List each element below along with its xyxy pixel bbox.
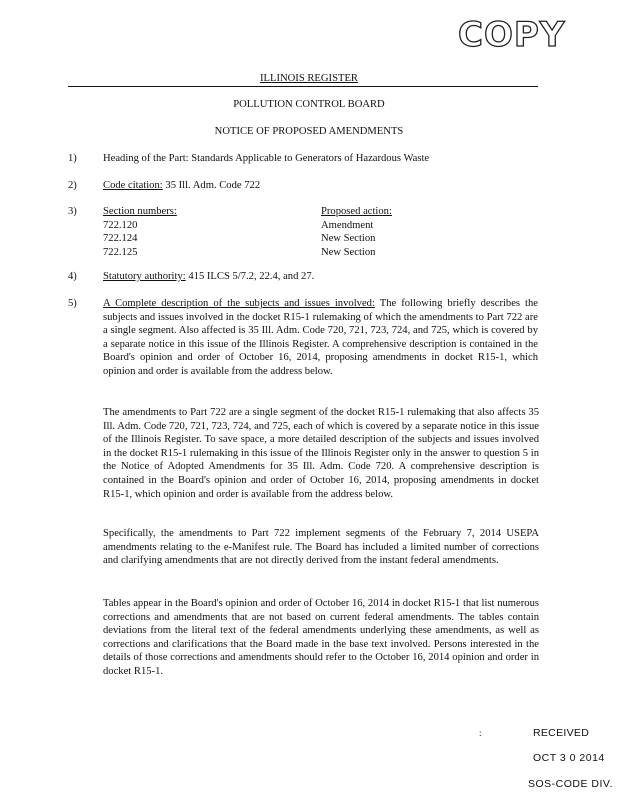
- received-office: SOS-CODE DIV.: [528, 778, 613, 790]
- item-text: Standards Applicable to Generators of Hazardous Waste: [191, 153, 430, 164]
- item-label: Statutory authority:: [103, 271, 186, 282]
- body-paragraph: Tables appear in the Board's opinion and order of October 16, 2014 in docket R15-1 that list numerous corrections and amendments that are not based on current federal amendments. The tables contain deviations from the literal text of the federal amendments underlying these amendments, as well as corrections and clarifications that the Board made in the base text involved. Persons interested in the details of those corrections and amendments should refer to the October 16, 2014 opinion and order in docket R15-1.: [103, 598, 539, 677]
- proposed-action: New Section: [321, 246, 376, 258]
- item-number: 1): [68, 153, 77, 164]
- item-text: 35 Ill. Adm. Code 722: [165, 180, 261, 191]
- item-text: The following briefly describes the subjects and issues involved in the docket R15-1 rulemaking of which the amendments to Part 722 are a single segment. Also affected is 35 Ill. Adm. Code 720, 721, 723, 724, and 725, which is covered by a separate notice in this issue of the Illinois Register. A comprehensive description is contained in the Board's opinion and order of October 16, 2014, proposing amendments in docket R15-1, which opinion and order is available from the address below.: [103, 298, 538, 377]
- board-title: POLLUTION CONTROL BOARD: [233, 99, 385, 110]
- notice-title: NOTICE OF PROPOSED AMENDMENTS: [214, 126, 404, 137]
- proposed-action: New Section: [321, 233, 376, 245]
- register-title: ILLINOIS REGISTER: [260, 73, 358, 84]
- item-label: A Complete description of the subjects and issues involved:: [103, 298, 375, 309]
- received-stamp: RECEIVED: [533, 727, 590, 739]
- section-number: 722.125: [103, 246, 138, 258]
- section-number: 722.124: [103, 233, 138, 245]
- header-rule: [68, 86, 538, 87]
- copy-stamp: COPY: [458, 15, 566, 55]
- body-paragraph: The amendments to Part 722 are a single segment of the docket R15-1 rulemaking that also affects 35 Ill. Adm. Code 720, 721, 723, 724, and 725, each of which is covered by a separate notice in this issue of the Illinois Register. To save space, a more detailed description of the subjects and issues involved in the docket R15-1 rulemaking in this issue of the Illinois Register only in the answer to question 5 in the Notice of Adopted Amendments for 35 Ill. Adm. Code 720. A comprehensive description is contained in the Board's opinion and order of October 16, 2014, proposing amendments in docket R15-1, which opinion and order is available from the address below.: [103, 407, 539, 500]
- item-number: 4): [68, 271, 77, 282]
- item-label: Heading of the Part:: [103, 153, 189, 164]
- received-date: OCT 3 0 2014: [533, 752, 605, 764]
- item-number: 2): [68, 180, 77, 191]
- item-number: 5): [68, 298, 77, 309]
- section-number: 722.120: [103, 219, 138, 231]
- item-label: Code citation:: [103, 180, 163, 191]
- stamp-mark: :: [479, 728, 482, 738]
- item-text: 415 ILCS 5/7.2, 22.4, and 27.: [188, 271, 315, 282]
- item-number: 3): [68, 206, 77, 217]
- proposed-action-header: Proposed action:: [321, 206, 392, 217]
- section-numbers-header: Section numbers:: [103, 206, 177, 217]
- proposed-action: Amendment: [321, 219, 374, 231]
- body-paragraph: Specifically, the amendments to Part 722 implement segments of the February 7, 2014 USEPA amendments relating to the e-Manifest rule. The Board has included a limited number of corrections and clarifying amendments that are not directly derived from the instant federal amendments.: [103, 528, 539, 567]
